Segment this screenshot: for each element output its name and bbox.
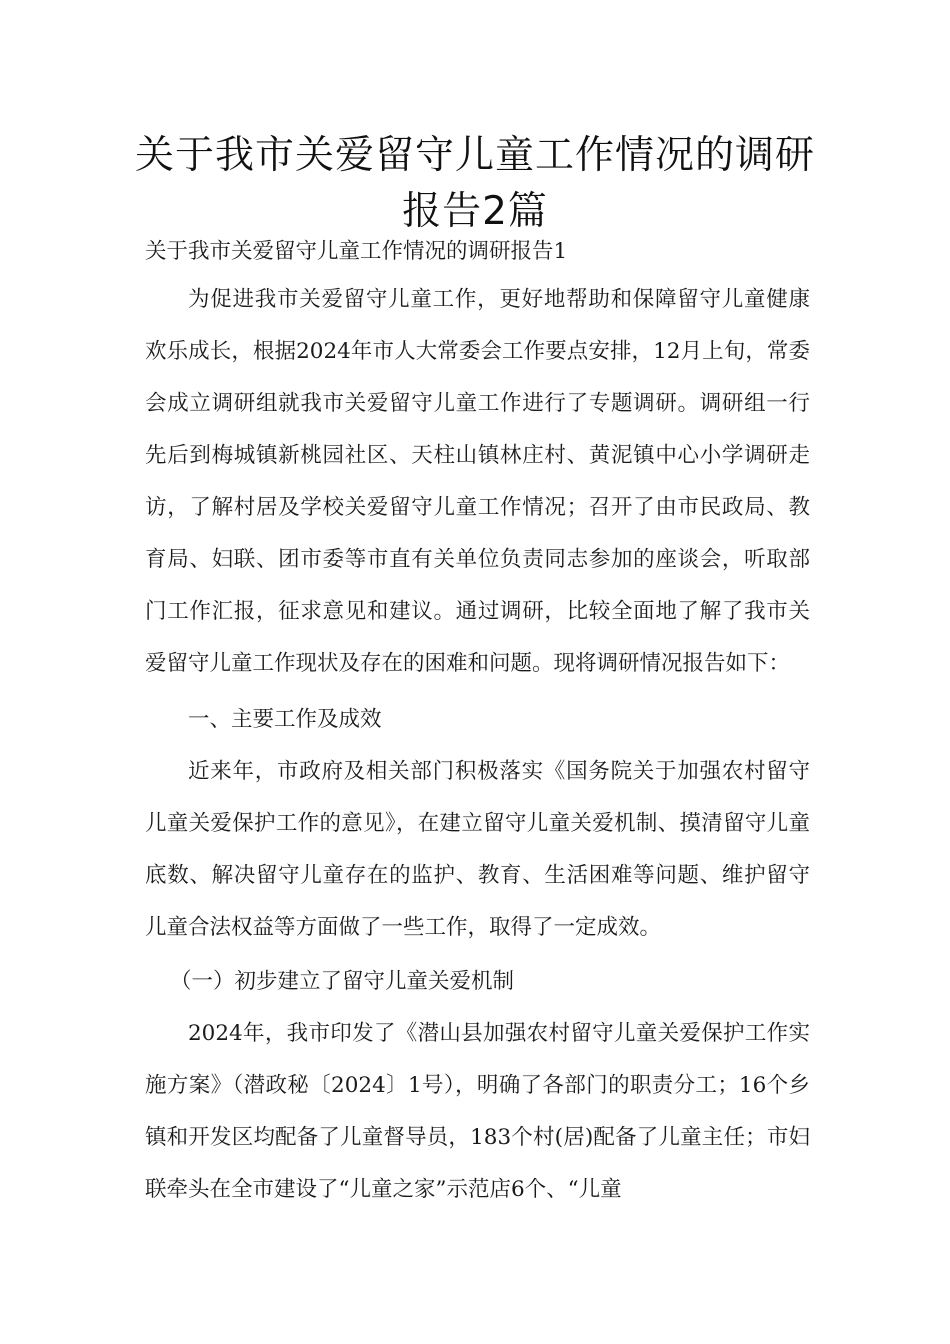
report-subtitle: 关于我市关爱留守儿童工作情况的调研报告1	[145, 239, 568, 264]
document-title	[120, 128, 830, 240]
title-line-1: 关于我市关爱留守儿童工作情况的调研	[134, 133, 815, 178]
subsection-heading-1: （一）初步建立了留守儿童关爱机制	[170, 969, 515, 994]
intro-paragraph: 为促进我市关爱留守儿童工作，更好地帮助和保障留守儿童健康欢乐成长，根据2024年市人大常委会工作要点安排，12月上旬，常委会成立调研组就我市关爱留守儿童工作进行了专题调研。调研组一行先后到梅城镇新桃园社区、天柱山镇林庄村、黄泥镇中心小学调研走访，了解村居及学校关爱留守儿童工作情况；召开了由市民政局、教育局、妇联、团市委等市直有关单位负责同志参加的座谈会，听取部门工作汇报，征求意见和建议。通过调研，比较全面地了解了我市关爱留守儿童工作现状及存在的困难和问题。现将调研情况报告如下：	[145, 287, 810, 676]
title-line-2: 报告2篇	[402, 189, 548, 234]
section-heading-1: 一、主要工作及成效	[188, 707, 382, 732]
section-1-paragraph: 近来年，市政府及相关部门积极落实《国务院关于加强农村留守儿童关爱保护工作的意见》，在建立留守儿童关爱机制、摸清留守儿童底数、解决留守儿童存在的监护、教育、生活困难等问题、维护留守儿童合法权益等方面做了一些工作，取得了一定成效。	[145, 759, 810, 940]
subsection-1-paragraph: 2024年，我市印发了《潜山县加强农村留守儿童关爱保护工作实施方案》（潜政秘〔2024〕1号），明确了各部门的职责分工；16个乡镇和开发区均配备了儿童督导员，183个村(居)配备了儿童主任；市妇联牵头在全市建设了“儿童之家”示范店6个、“儿童	[145, 1021, 810, 1202]
